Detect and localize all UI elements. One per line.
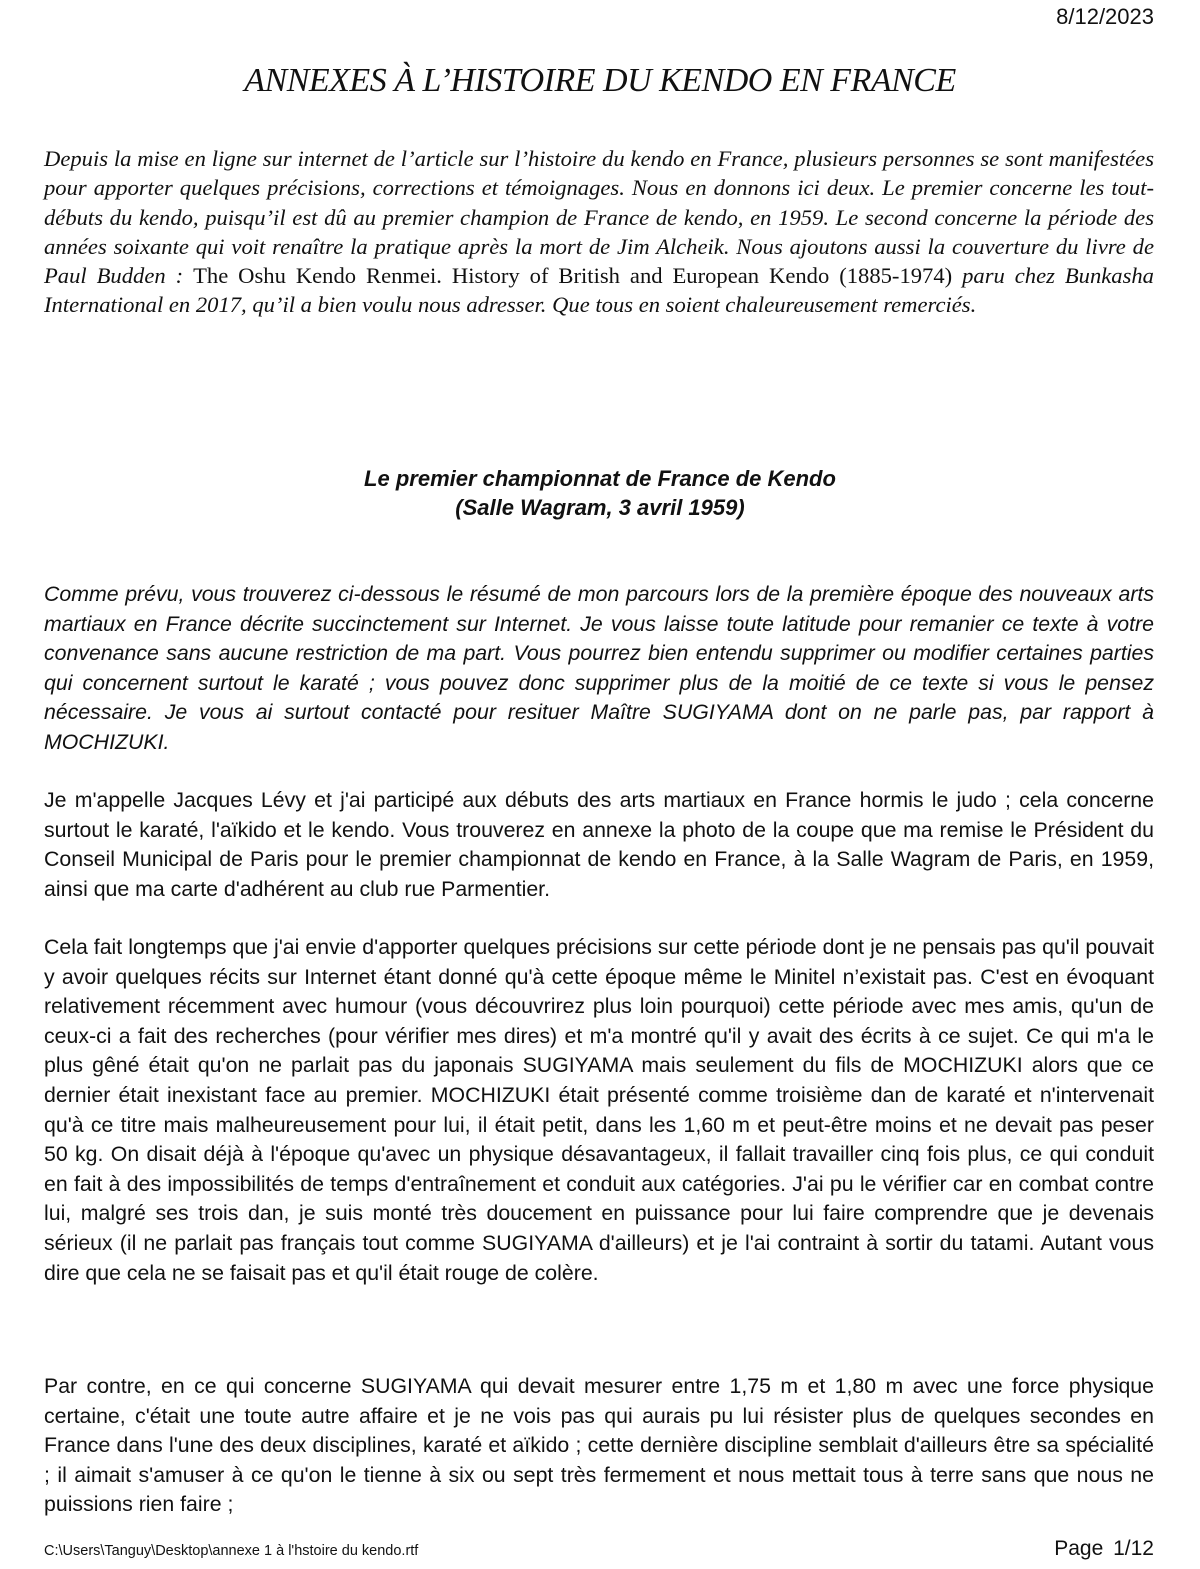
section-title [0, 464, 1200, 522]
intro-text-part1: Depuis la mise en ligne sur internet de l’article sur l’histoire du kendo en France, plusieurs personnes se sont manifestées pour apporter quelques précisions, corrections et témoignages. Nous en donnons ici deux. Le premier concerne les tout-débuts du kendo, puisqu’il est dû au premier champion de France de kendo, en 1959. Le second concerne la période des années soixante qui voit renaître la pratique après la mort de Jim Alcheik. Nous ajoutons aussi la couverture du livre de Paul Budden : [44, 146, 1154, 289]
body-paragraph-3: Par contre, en ce qui concerne SUGIYAMA qui devait mesurer entre 1,75 m et 1,80 m avec une force physique certaine, c'était une toute autre affaire et je ne vois pas qui aurais pu lui résister plus de quelques secondes en France dans l'une des deux disciplines, karaté et aïkido ; cette dernière discipline semblait d'ailleurs être sa spécialité ; il aimait s'amuser à ce qu'on le tienne à six ou sept très fermement et nous mettait tous à terre sans que nous ne puissions rien faire ; [44, 1374, 1154, 1517]
letter-intro-paragraph: Comme prévu, vous trouverez ci-dessous le résumé de mon parcours lors de la première époque des nouveaux arts martiaux en France décrite succinctement sur Internet. Je vous laisse toute latitude pour remanier ce texte à votre convenance sans aucune restriction de ma part. Vous pourrez bien entendu supprimer ou modifier certaines parties qui concernent surtout le karaté ; vous pouvez donc supprimer plus de la moitié de ce texte si vous le pensez nécessaire. Je vous ai surtout contacté pour resituer Maître SUGIYAMA dont on ne parle pas, par rapport à MOCHIZUKI. [44, 582, 1154, 754]
footer-file-path: C:\Users\Tanguy\Desktop\annexe 1 à l'hstoire du kendo.rtf [44, 1543, 419, 1559]
footer-page-number: Page 1/12 [1054, 1537, 1154, 1560]
book-title: The Oshu Kendo Renmei. History of British and European Kendo (1885-1974) [193, 263, 953, 289]
body-paragraph-1: Je m'appelle Jacques Lévy et j'ai participé aux débuts des arts martiaux en France hormis le judo ; cela concerne surtout le karaté, l'aïkido et le kendo. Vous trouverez en annexe la photo de la coupe que ma remise le Président du Conseil Municipal de Paris pour le premier championnat de kendo en France, à la Salle Wagram de Paris, en 1959, ainsi que ma carte d'adhérent au club rue Parmentier. [44, 788, 1154, 901]
section-title-line1: Le premier championnat de France de Kendo [364, 466, 836, 491]
intro-text-part2: paru chez Bunkasha International en 2017, qu’il a bien voulu nous adresser. Que tous en soient chaleureusement remerciés. [44, 263, 1154, 318]
document-title: ANNEXES À L’HISTOIRE DU KENDO EN FRANCE [244, 62, 956, 99]
section-title-line2: (Salle Wagram, 3 avril 1959) [455, 495, 745, 520]
intro-paragraph [44, 144, 1154, 320]
body-paragraph-2: Cela fait longtemps que j'ai envie d'apporter quelques précisions sur cette période dont je ne pensais pas qu'il pouvait y avoir quelques récits sur Internet étant donné qu'à cette époque même le Minitel n’existait pas. C'est en évoquant relativement récemment avec humour (vous découvrirez plus loin pourquoi) cette période avec mes amis, qu'un de ceux-ci a fait des recherches (pour vérifier mes dires) et m'a montré qu'il y avait des écrits à ce sujet. Ce qui m'a le plus gêné était qu'on ne parlait pas du japonais SUGIYAMA mais seulement du fils de MOCHIZUKI alors que ce dernier était inexistant face au premier. MOCHIZUKI était présenté comme troisième dan de karaté et n'intervenait qu'à ce titre mais malheureusement pour lui, il était petit, dans les 1,60 m et peut-être moins et ne devait pas peser 50 kg. On disait déjà à l'époque qu'avec un physique désavantageux, il fallait travailler cinq fois plus, ce qui conduit en fait à des impossibilités de temps d'entraînement et conduit aux catégories. J'ai pu le vérifier car en combat contre lui, malgré ses trois dan, je suis monté très doucement en puissance pour lui faire comprendre que je devenais sérieux (il ne parlait pas français tout comme SUGIYAMA d'ailleurs) et je l'ai contraint à sortir du tatami. Autant vous dire que cela ne se faisait pas et qu'il était rouge de colère. [44, 935, 1154, 1285]
print-date: 8/12/2023 [1056, 4, 1154, 29]
